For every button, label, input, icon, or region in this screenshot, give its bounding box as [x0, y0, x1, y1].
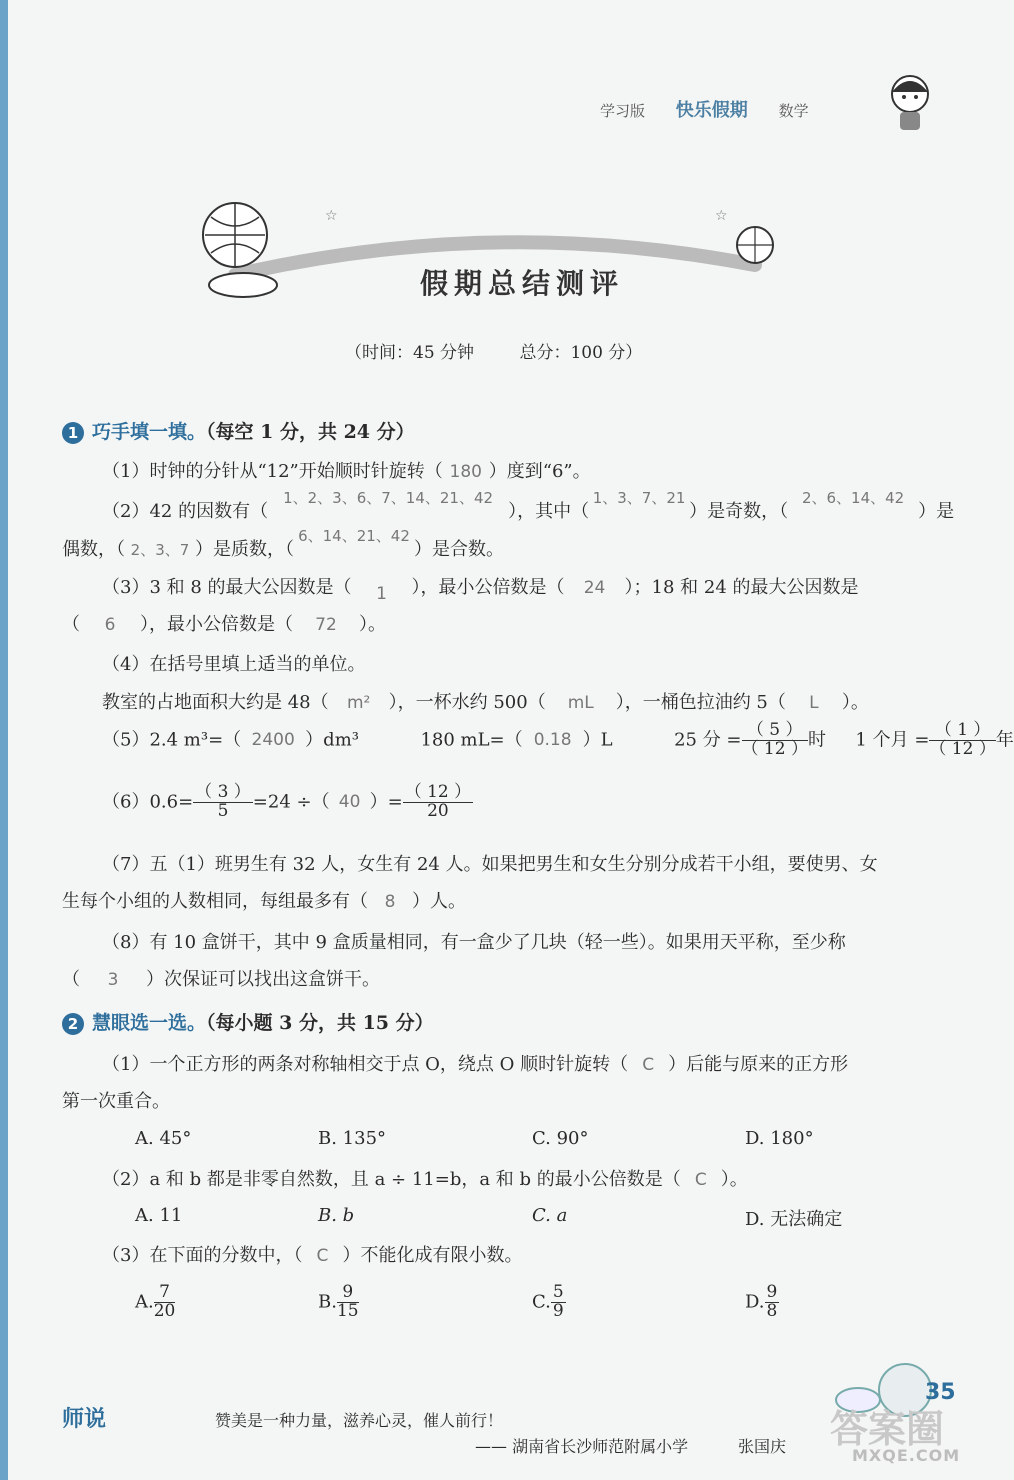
- q1-2-text-b: ），其中（: [508, 501, 590, 522]
- q2-2-option-b[interactable]: B. b: [318, 1205, 355, 1226]
- question-1-7-line2: [62, 887, 466, 913]
- question-1-5: [102, 722, 1014, 759]
- time-limit: （时间：45 分钟: [345, 343, 475, 363]
- page-edge-stripe: [0, 0, 8, 1480]
- q2-1-option-b[interactable]: B. 135°: [318, 1128, 387, 1149]
- q2-3-option-b-label: B.: [318, 1291, 337, 1313]
- q1-6-text-b: =24 ÷（: [252, 791, 330, 813]
- q2-3-text-a: （3）在下面的分数中，（: [102, 1245, 303, 1266]
- q1-5-fraction-years-den: （ 12 ）: [929, 738, 996, 759]
- question-1-4-prompt: （4）在括号里填上适当的单位。: [102, 654, 366, 675]
- q1-3-answer-gcf2[interactable]: 6: [104, 615, 116, 635]
- q1-7-text-b: 生每个小组的人数相同，每组最多有（: [62, 891, 368, 912]
- q1-5-text-d: ）L: [582, 729, 613, 751]
- q1-2-answer-even[interactable]: 2、6、14、42: [801, 489, 905, 507]
- question-1-4-units: [102, 688, 869, 714]
- q1-2-answer-factors[interactable]: 1、2、3、6、7、14、21、42: [283, 489, 494, 507]
- q2-1-option-d[interactable]: D. 180°: [745, 1128, 814, 1149]
- q1-3-text-e: ），最小公倍数是（: [140, 614, 293, 635]
- q2-3-answer[interactable]: C: [316, 1246, 329, 1266]
- q2-3-option-c-den: 9: [552, 1300, 564, 1321]
- q2-1-answer[interactable]: C: [642, 1055, 655, 1075]
- q1-5-text-i: 年: [995, 729, 1014, 751]
- question-2-2: [102, 1165, 748, 1191]
- q2-3-option-c[interactable]: [532, 1284, 566, 1321]
- q1-2-text-e: 偶数，（: [62, 539, 125, 560]
- watermark-logo: 答案圈: [830, 1407, 945, 1451]
- question-1-7-line1: （7）五（1）班男生有 32 人，女生有 24 人。如果把男生和女生分别分成若干小组，要使男、女: [102, 854, 878, 875]
- q2-3-option-a-fraction: [154, 1284, 176, 1321]
- q2-2-text-a: （2）a 和 b 都是非零自然数，且 a ÷ 11=b，a 和 b 的最小公倍数是（: [102, 1169, 681, 1190]
- section-2-number-icon: 2: [62, 1013, 84, 1035]
- q2-3-option-b-fraction: [337, 1284, 359, 1321]
- q1-3-text-f: ）。: [359, 614, 386, 635]
- q1-6-answer-divisor[interactable]: 40: [338, 792, 361, 813]
- section-1-number-icon: 1: [62, 422, 84, 444]
- q1-3-answer-lcm2[interactable]: 72: [315, 615, 337, 635]
- quote-source: —— 湖南省长沙师范附属小学: [475, 1437, 689, 1456]
- q1-7-text-c: ）人。: [412, 891, 466, 912]
- page-header: [600, 96, 835, 122]
- q2-3-option-d-num: 9: [766, 1282, 778, 1302]
- svg-text:☆: ☆: [715, 208, 728, 224]
- q2-3-option-a-den: 20: [153, 1300, 176, 1321]
- q1-2-text-a: （2）42 的因数有（: [102, 501, 269, 522]
- q2-1-option-a[interactable]: A. 45°: [135, 1128, 192, 1149]
- q1-4-answer-water[interactable]: mL: [567, 693, 594, 713]
- watermark-url: MXQE.COM: [852, 1446, 961, 1465]
- q1-4-answer-oil[interactable]: L: [809, 693, 819, 713]
- q1-2-text-c: ）是奇数，（: [689, 501, 789, 522]
- question-1-3-line1: [102, 573, 859, 604]
- question-2-1-line2: 第一次重合。: [62, 1091, 170, 1112]
- q1-6-text-a: （6）0.6=: [102, 791, 194, 813]
- q1-6-text-c: ）=: [369, 791, 403, 813]
- section-2-scoring: （每小题 3 分，共 15 分）: [206, 1012, 434, 1034]
- q2-3-option-c-fraction: [551, 1284, 566, 1321]
- question-1-8-line1: （8）有 10 盒饼干，其中 9 盒质量相同，有一盒少了几块（轻一些）。如果用天平称，至少称: [102, 932, 846, 953]
- q1-7-answer[interactable]: 8: [384, 892, 396, 912]
- question-1-1: [102, 457, 591, 483]
- q1-2-answer-composite[interactable]: 6、14、21、42: [298, 527, 410, 545]
- q1-6-fraction-a-den: 5: [217, 800, 229, 821]
- q1-4-text-b: 教室的占地面积大约是 48（: [102, 692, 329, 713]
- q2-2-option-c[interactable]: C. a: [532, 1205, 568, 1226]
- q2-3-option-c-label: C.: [532, 1291, 551, 1313]
- question-1-2-line2: [62, 527, 504, 561]
- q1-3-text-d: （: [62, 614, 80, 635]
- q1-3-text-c: ）；18 和 24 的最大公因数是: [624, 577, 859, 598]
- q1-6-fraction-b[interactable]: [403, 784, 473, 821]
- q1-2-answer-odd[interactable]: 1、3、7、21: [592, 489, 686, 507]
- q2-1-text-b: ）后能与原来的正方形: [668, 1054, 849, 1075]
- q2-2-option-d[interactable]: D. 无法确定: [745, 1209, 843, 1230]
- question-1-2-line1: [102, 489, 955, 523]
- q2-3-option-d-den: 8: [766, 1300, 778, 1321]
- q2-3-option-a-label: A.: [135, 1291, 154, 1313]
- question-2-3: [102, 1241, 522, 1267]
- question-1-3-line2: [62, 610, 386, 636]
- q1-5-fraction-years-num: （ 1 ）: [929, 722, 995, 741]
- subject-label: 数学: [778, 102, 809, 120]
- q1-4-text-e: ）。: [841, 692, 869, 713]
- page-number: 35: [925, 1380, 956, 1405]
- q1-1-text: （1）时钟的分针从“12”开始顺时针旋转（: [102, 461, 443, 482]
- q1-2-text-f: ）是质数，（: [195, 539, 294, 560]
- q2-3-option-b-num: 9: [337, 1284, 359, 1303]
- q2-2-option-a[interactable]: A. 11: [135, 1205, 183, 1226]
- q2-1-text-a: （1）一个正方形的两条对称轴相交于点 O，绕点 O 顺时针旋转（: [102, 1054, 629, 1075]
- q1-4-text-d: ），一桶色拉油约 5（: [615, 692, 786, 713]
- q1-8-text-b: （: [62, 969, 80, 990]
- section-1-title: 巧手填一填。: [92, 421, 207, 443]
- q2-2-answer[interactable]: C: [694, 1170, 707, 1190]
- q1-5-text-g: 时: [807, 729, 826, 751]
- q1-5-fraction-years[interactable]: [929, 722, 995, 759]
- q1-6-fraction-b-num: （ 12 ）: [404, 782, 472, 802]
- section-1-scoring: （每空 1 分，共 24 分）: [206, 421, 415, 443]
- q1-5-fraction-hours[interactable]: [742, 722, 808, 759]
- q1-5-text-h: 1 个月 =: [855, 729, 930, 751]
- q1-8-text-c: ）次保证可以找出这盒饼干。: [146, 969, 380, 990]
- q1-4-text-c: ），一杯水约 500（: [388, 692, 546, 713]
- q1-2-text-d: ）是: [918, 501, 955, 522]
- brand-logo: 快乐假期: [675, 100, 748, 121]
- title-banner-illustration: [195, 195, 795, 325]
- q1-2-text-g: ）是合数。: [414, 539, 504, 560]
- q2-3-option-c-num: 5: [552, 1282, 564, 1302]
- section-1-heading: [62, 417, 415, 444]
- q1-2-answer-prime[interactable]: 2、3、7: [130, 541, 190, 559]
- q2-3-option-a[interactable]: [135, 1284, 175, 1321]
- svg-text:☆: ☆: [325, 208, 338, 224]
- q1-5-text-c: 180 mL=（: [420, 729, 523, 751]
- q1-5-text-a: （5）2.4 m³=（: [102, 729, 242, 751]
- q2-3-option-b-den: 15: [336, 1300, 359, 1321]
- teacher-says-label: 师说: [62, 1407, 107, 1432]
- quote-text: 赞美是一种力量，滋养心灵，催人前行！: [215, 1411, 504, 1430]
- q1-3-text-b: ），最小公倍数是（: [411, 577, 565, 598]
- girl-mascot-icon: [880, 70, 940, 140]
- q1-3-answer-lcm[interactable]: 24: [583, 578, 606, 598]
- q1-5-answer-liters[interactable]: 0.18: [533, 730, 572, 751]
- q2-2-text-b: ）。: [720, 1169, 748, 1190]
- q1-8-answer[interactable]: 3: [107, 970, 119, 990]
- test-info: [345, 338, 682, 363]
- page-title: 假期总结测评: [420, 267, 625, 300]
- question-1-6: [102, 784, 473, 821]
- q1-6-fraction-a-num: （ 3 ）: [195, 782, 251, 802]
- question-1-8-line2: [62, 965, 380, 991]
- section-2-title: 慧眼选一选。: [92, 1012, 207, 1034]
- q1-5-answer-volume[interactable]: 2400: [251, 730, 295, 751]
- q1-3-answer-gcf[interactable]: 1: [376, 584, 387, 604]
- q1-5-text-b: ）dm³: [305, 729, 359, 751]
- q2-3-text-b: ）不能化成有限小数。: [342, 1245, 523, 1266]
- q1-3-text-a: （3）3 和 8 的最大公因数是（: [102, 577, 352, 598]
- q1-1-answer[interactable]: 180: [449, 462, 482, 482]
- q1-1-text-end: ）度到“6”。: [488, 461, 591, 482]
- q2-3-option-d-label: D.: [745, 1291, 765, 1313]
- q2-1-option-c[interactable]: C. 90°: [532, 1128, 589, 1149]
- q1-5-text-e: 25 分 =: [674, 729, 742, 751]
- q2-3-option-d[interactable]: [745, 1284, 779, 1321]
- q2-3-option-b[interactable]: [318, 1284, 359, 1321]
- q1-6-fraction-a[interactable]: [193, 784, 253, 821]
- q1-5-fraction-hours-den: （ 12 ）: [741, 738, 808, 759]
- section-2-heading: [62, 1008, 434, 1035]
- q1-6-fraction-b-den: 20: [427, 800, 449, 821]
- edition-label: 学习版: [600, 102, 646, 120]
- quote-author: 张国庆: [738, 1437, 787, 1456]
- q2-3-option-a-num: 7: [154, 1284, 176, 1303]
- q1-5-fraction-hours-num: （ 5 ）: [742, 722, 808, 741]
- q1-4-answer-area[interactable]: m²: [346, 693, 371, 713]
- total-score: 总分：100 分）: [519, 343, 643, 363]
- q2-3-option-d-fraction: [765, 1284, 780, 1321]
- question-2-1-line1: [102, 1050, 848, 1076]
